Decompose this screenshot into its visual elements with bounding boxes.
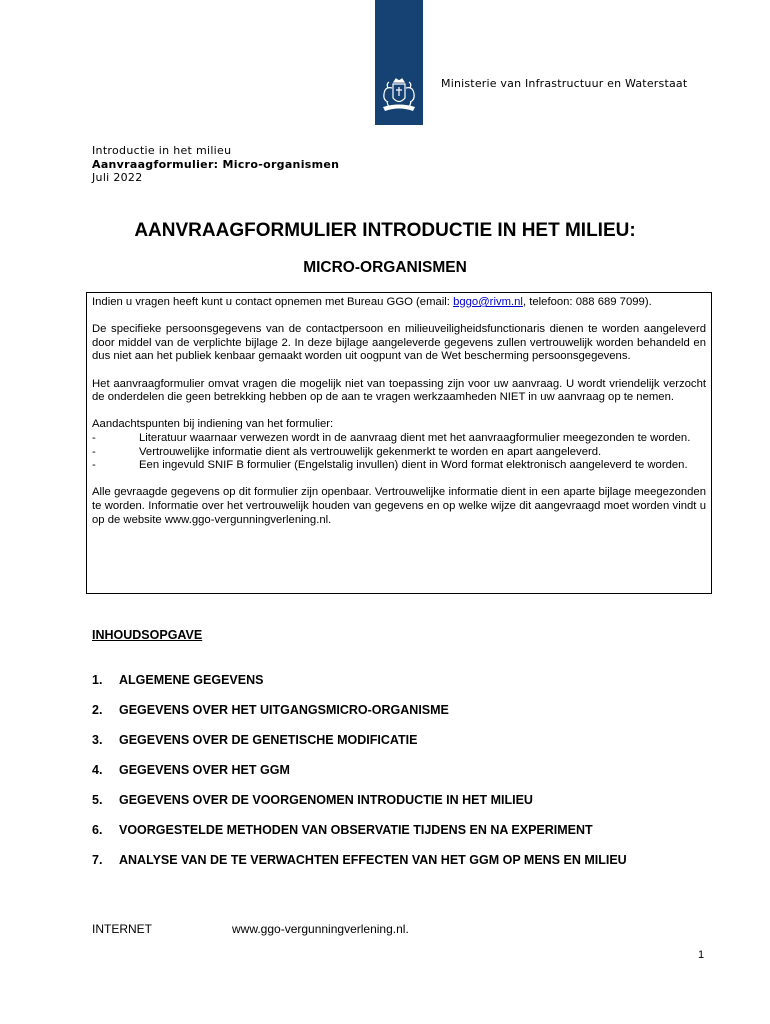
page-subtitle: MICRO-ORGANISMEN [303,259,467,276]
dutch-coat-of-arms-icon [379,78,419,116]
document-meta [92,144,339,185]
ministry-name: Ministerie van Infrastructuur en Waterstaat [441,77,688,90]
contact-text-after: , telefoon: 088 689 7099). [522,296,652,308]
table-of-contents [92,673,627,883]
toc-item[interactable]: 1. ALGEMENE GEGEVENS [92,673,264,687]
toc-item[interactable]: 4. GEGEVENS OVER HET GGM [92,763,290,777]
info-box [86,292,712,594]
email-link[interactable]: bggo@rivm.nl [453,296,523,308]
meta-subject: Introductie in het milieu [92,144,232,157]
toc-item[interactable]: 6. VOORGESTELDE METHODEN VAN OBSERVATIE TIJDENS EN NA EXPERIMENT [92,823,593,837]
privacy-paragraph: De specifieke persoonsgegevens van de contactpersoon en milieuveiligheidsfunctionaris dienen te worden aangeleverd door middel van de verplichte bijlage 2. In deze bijlage aangeleverde gegevens zullen vertrouwelijk worden behandeld en dus niet aan het publiek kenbaar gemaakt worden uit oogpunt van de Wet bescherming persoonsgegevens. [92,323,706,363]
toc-item[interactable]: 7. ANALYSE VAN DE TE VERWACHTEN EFFECTEN VAN HET GGM OP MENS EN MILIEU [92,853,627,867]
toc-item[interactable]: 2. GEGEVENS OVER HET UITGANGSMICRO-ORGANISME [92,703,449,717]
meta-date: Juli 2022 [92,171,143,184]
public-data-paragraph: Alle gevraagde gegevens op dit formulier zijn openbaar. Vertrouwelijke informatie dient in een aparte bijlage meegezonden te worden. Informatie over het vertrouwelijk houden van gegevens en op welke wijze dit aangevraagd moet worden vindt u op de website www.ggo-vergunningverlening.nl. [92,486,706,526]
toc-item[interactable]: 3. GEGEVENS OVER DE GENETISCHE MODIFICATIE [92,733,418,747]
footer-label: INTERNET [92,922,152,936]
footer-website-link[interactable]: www.ggo-vergunningverlening.nl. [232,922,409,936]
attention-points [92,418,706,472]
government-logo [375,0,423,125]
attention-intro: Aandachtspunten bij indiening van het formulier: [92,418,334,431]
toc-item[interactable]: 5. GEGEVENS OVER DE VOORGENOMEN INTRODUCTIE IN HET MILIEU [92,793,533,807]
contact-paragraph [92,296,706,310]
list-item: - Een ingevuld SNIF B formulier (Engelstalig invullen) dient in Word format elektronisch aangeleverd te worden. [92,459,688,472]
toc-heading: INHOUDSOPGAVE [92,628,203,642]
list-item: - Vertrouwelijke informatie dient als vertrouwelijk gekenmerkt te worden en apart aangeleverd. [92,445,602,458]
meta-form-name: Aanvraagformulier: Micro-organismen [92,157,340,171]
contact-text-before: Indien u vragen heeft kunt u contact opnemen met Bureau GGO (email: [92,296,454,308]
page-title: AANVRAAGFORMULIER INTRODUCTIE IN HET MILIEU: [134,220,636,241]
applicability-paragraph: Het aanvraagformulier omvat vragen die mogelijk niet van toepassing zijn voor uw aanvraag. U wordt vriendelijk verzocht de onderdelen die geen betrekking hebben op de aan te vragen werkzaamheden NIET in uw aanvraag op te nemen. [92,377,706,404]
list-item: - Literatuur waarnaar verwezen wordt in de aanvraag dient met het aanvraagformulier meegezonden te worden. [92,431,691,444]
page-number: 1 [698,949,705,961]
